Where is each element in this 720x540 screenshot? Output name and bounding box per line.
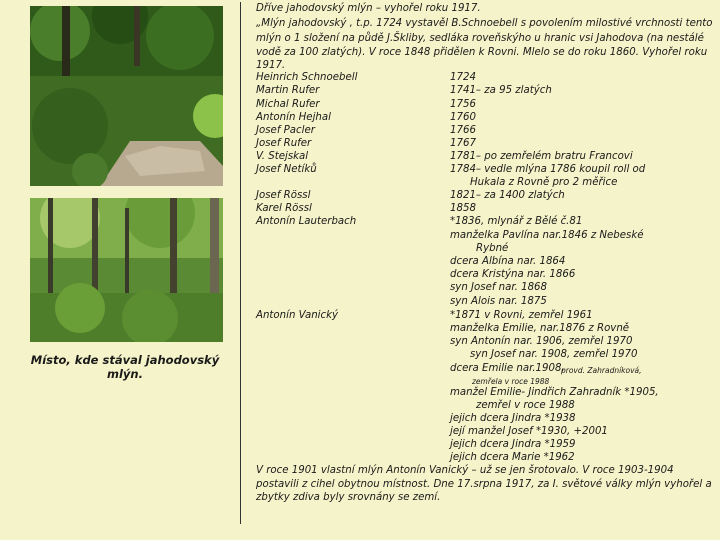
owner-info: 1756 (450, 99, 476, 110)
closing-line: postavili z cihel obytnou místnost. Dne 17.srpna 1917, za I. světové války mlýn vyhořel a (256, 479, 712, 490)
owner-info: syn Josef nar. 1868 (450, 282, 548, 293)
closing-line: zbytky zdiva byly srovnány se zemí. (256, 492, 441, 503)
forest-photo (30, 198, 223, 342)
owner-info: 1760 (450, 112, 476, 123)
intro-line: mlýn o 1 složení na půdě J.Škliby, sedláka roveňskýho u hranic vsi Jahodova (na nestálé (256, 33, 704, 44)
owner-name: Antonín Vanický (256, 310, 339, 321)
owner-info: manželka Pavlína nar.1846 z Nebeské (450, 230, 644, 241)
forest-path-photo (30, 6, 223, 186)
owner-info: dcera Kristýna nar. 1866 (450, 269, 576, 280)
owner-name: Heinrich Schnoebell (256, 72, 358, 83)
owner-info: manželka Emilie, nar.1876 z Rovně (450, 323, 630, 334)
owner-info: 1858 (450, 203, 476, 214)
photo-caption: Místo, kde stával jahodovský mlýn. (30, 353, 220, 381)
owner-info: dcera Emilie nar.1908, (450, 363, 565, 374)
vertical-divider (240, 2, 241, 524)
intro-line: „Mlýn jahodovský , t.p. 1724 vystavěl B.Schnoebell s povolením milostivé vrchnosti tento (256, 18, 713, 29)
owner-info: zemřel v roce 1988 (476, 400, 575, 411)
intro-line: vodě za 100 zlatých). V roce 1848 přidělen k Rovni. Mlelo se do roku 1860. Vyhořel roku (256, 47, 708, 58)
owner-info: 1781– po zemřelém bratru Francovi (450, 151, 633, 162)
owner-name: Josef Rössl (256, 190, 311, 201)
owner-info: 1741– za 95 zlatých (450, 85, 552, 96)
owner-info: 1724 (450, 72, 476, 83)
owner-info-note: provd. Zahradníková, (561, 366, 642, 375)
owner-info: 1784– vedle mlýna 1786 koupil roll od (450, 164, 646, 175)
owner-info: *1836, mlynář z Bělé č.81 (450, 216, 583, 227)
owner-name: Josef Pacler (256, 125, 315, 136)
owner-info: 1767 (450, 138, 476, 149)
owner-info: syn Josef nar. 1908, zemřel 1970 (470, 349, 638, 360)
owner-info-note: zemřela v roce 1988 (472, 377, 550, 386)
owner-info: jejich dcera Marie *1962 (450, 452, 575, 463)
owner-info: jejich dcera Jindra *1938 (450, 413, 576, 424)
owner-info: dcera Albína nar. 1864 (450, 256, 566, 267)
intro-line: 1917. (256, 60, 286, 71)
closing-line: V roce 1901 vlastní mlýn Antonín Vanický – už se jen šrotovalo. V roce 1903-1904 (256, 465, 674, 476)
owner-info: *1871 v Rovni, zemřel 1961 (450, 310, 593, 321)
intro-line: Dříve jahodovský mlýn – vyhořel roku 1917. (256, 3, 481, 14)
owner-name: Antonín Hejhal (256, 112, 331, 123)
owner-name: Josef Netíků (256, 164, 317, 175)
owner-name: Karel Rössl (256, 203, 312, 214)
owner-info: 1821– za 1400 zlatých (450, 190, 565, 201)
owner-info: Hukala z Rovně pro 2 měřice (470, 177, 618, 188)
owner-name: Antonín Lauterbach (256, 216, 357, 227)
owner-name: Josef Rufer (256, 138, 312, 149)
owner-info: syn Alois nar. 1875 (450, 296, 547, 307)
owner-name: Michal Rufer (256, 99, 320, 110)
owner-info: syn Antonín nar. 1906, zemřel 1970 (450, 336, 633, 347)
owner-info: manžel Emilie- Jindřich Zahradník *1905, (450, 387, 659, 398)
owner-info: Rybné (476, 243, 509, 254)
owner-name: V. Stejskal (256, 151, 309, 162)
owner-info: 1766 (450, 125, 476, 136)
owner-info: její manžel Josef *1930, +2001 (450, 426, 608, 437)
owner-name: Martin Rufer (256, 85, 320, 96)
owner-info: jejich dcera Jindra *1959 (450, 439, 576, 450)
